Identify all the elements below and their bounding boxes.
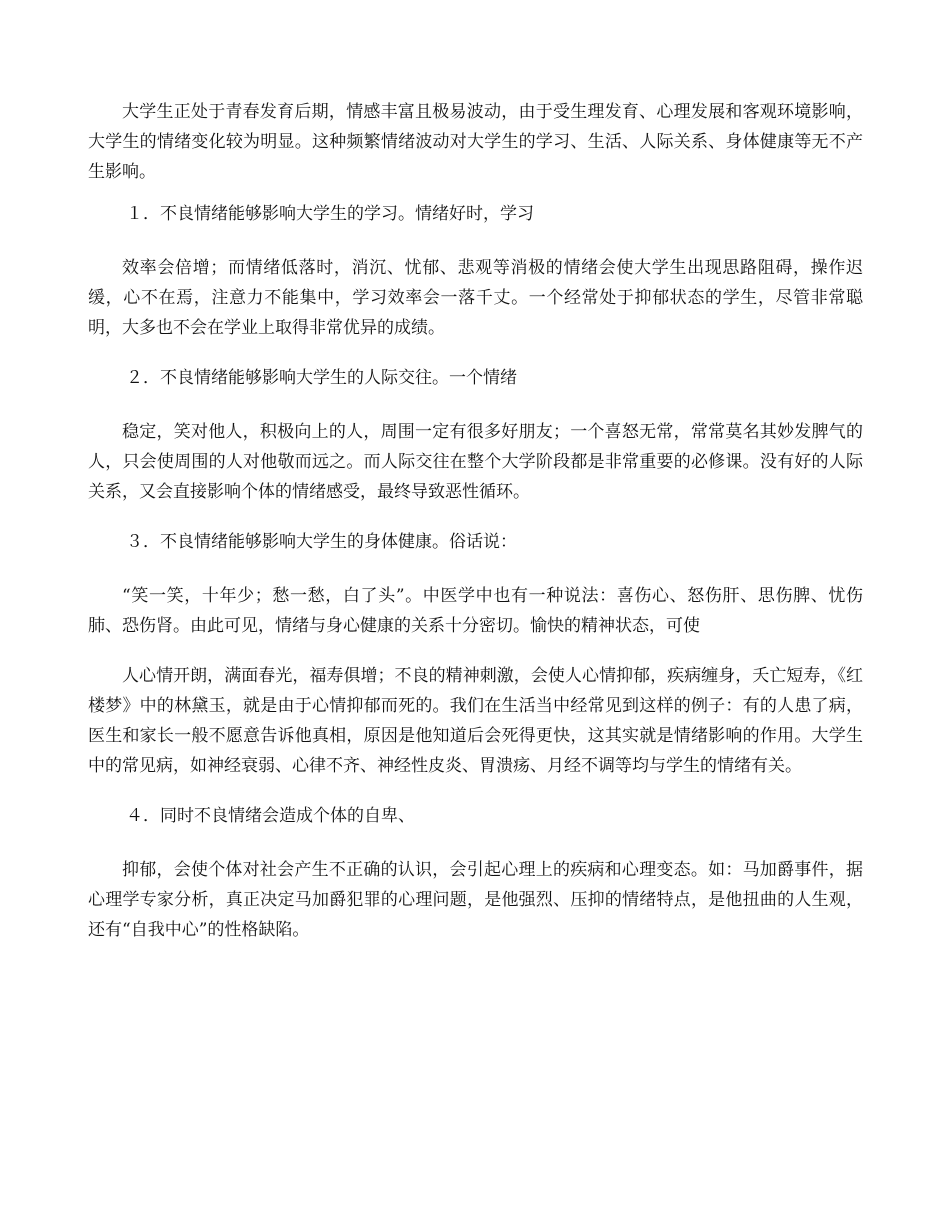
item-4-paragraph: 抑郁，会使个体对社会产生不正确的认识，会引起心理上的疾病和心理变态。如：马加爵事件，据心理学专家分析，真正决定马加爵犯罪的心理问题，是他强烈、压抑的情绪特点，是他扭曲的人生观，还有“自我中心”的性格缺陷。 [88,860,863,940]
document-page [88,97,863,945]
item-2-paragraph: 稳定，笑对他人，积极向上的人，周围一定有很多好朋友；一个喜怒无常，常常莫名其妙发脾气的人，只会使周围的人对他敬而远之。而人际交往在整个大学阶段都是非常重要的必修课。没有好的人际关系，又会直接影响个体的情绪感受，最终导致恶性循环。 [88,422,863,502]
item-3-heading: ３．不良情绪能够影响大学生的身体健康。俗话说： [126,532,517,552]
item-4-heading: ４．同时不良情绪会造成个体的自卑、 [126,806,415,826]
item-1-heading: １．不良情绪能够影响大学生的学习。情绪好时，学习 [126,204,534,224]
intro-paragraph: 大学生正处于青春发育后期，情感丰富且极易波动，由于受生理发育、心理发展和客观环境影响，大学生的情绪变化较为明显。这种频繁情绪波动对大学生的学习、生活、人际关系、身体健康等无不产生影响。 [88,102,863,182]
item-3-paragraph-a: “笑一笑，十年少；愁一愁，白了头”。中医学中也有一种说法：喜伤心、怒伤肝、思伤脾、忧伤肺、恐伤肾。由此可见，情绪与身心健康的关系十分密切。愉快的精神状态，可使 [88,586,863,636]
item-2-heading: ２．不良情绪能够影响大学生的人际交往。一个情绪 [126,368,517,388]
item-3-paragraph-b: 人心情开朗，满面春光，福寿俱增；不良的精神刺激，会使人心情抑郁，疾病缠身，夭亡短寿，《红楼梦》中的林黛玉，就是由于心情抑郁而死的。我们在生活当中经常见到这样的例子：有的人患了病，医生和家长一般不愿意告诉他真相，原因是他知道后会死得更快，这其实就是情绪影响的作用。大学生中的常见病，如神经衰弱、心律不齐、神经性皮炎、胃溃疡、月经不调等均与学生的情绪有关。 [88,666,863,776]
item-1-paragraph: 效率会倍增；而情绪低落时，消沉、忧郁、悲观等消极的情绪会使大学生出现思路阻碍，操作迟缓，心不在焉，注意力不能集中，学习效率会一落千丈。一个经常处于抑郁状态的学生，尽管非常聪明，大多也不会在学业上取得非常优异的成绩。 [88,258,863,338]
